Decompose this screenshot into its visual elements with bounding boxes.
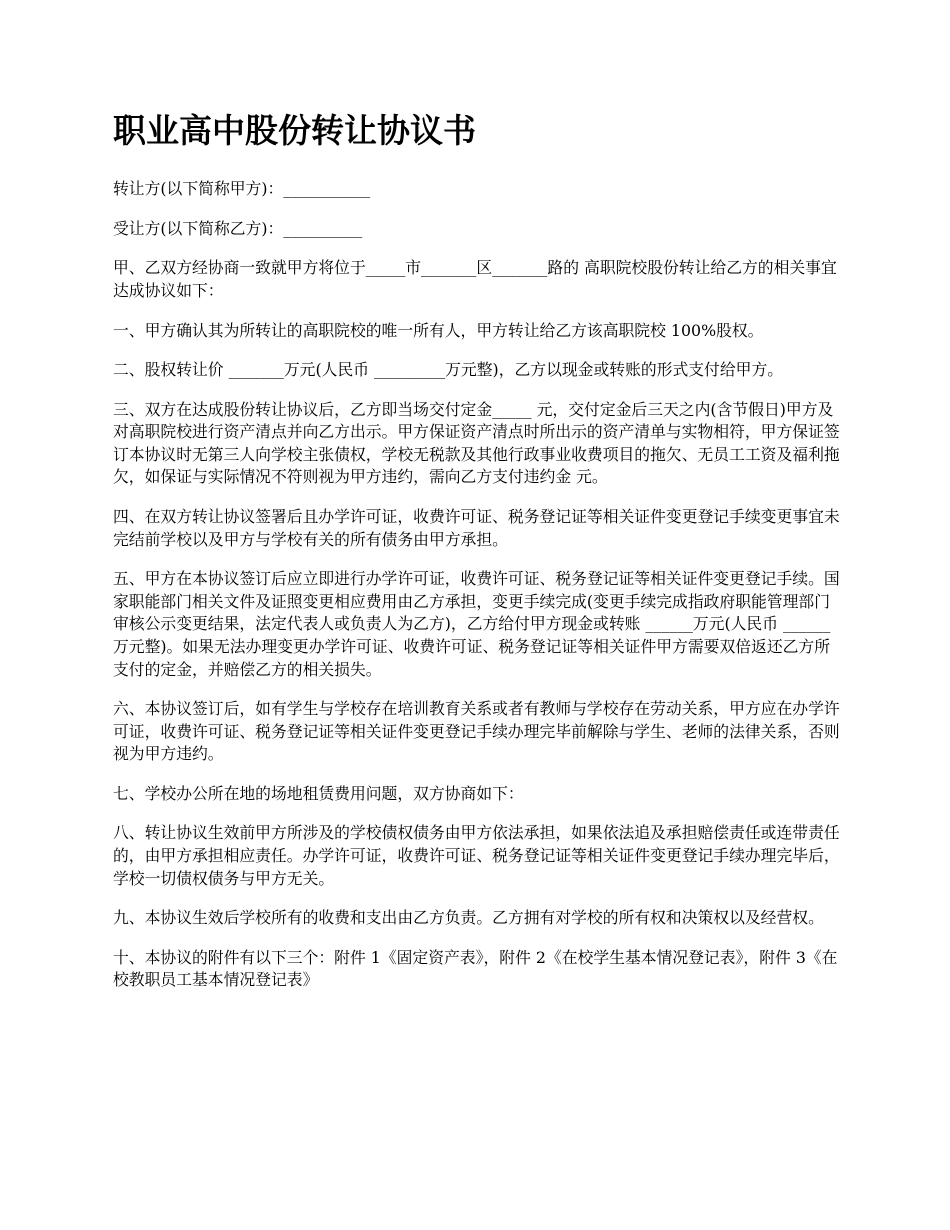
clause-6: 六、本协议签订后，如有学生与学校存在培训教育关系或者有教师与学校存在劳动关系，甲方应在办学许可证，收费许可证、税务登记证等相关证件变更登记手续办理完毕前解除与学生、老师的法律关系，否则视为甲方违约。 xyxy=(113,699,840,764)
clause-9: 九、本协议生效后学校所有的收费和支出由乙方负责。乙方拥有对学校的所有权和决策权以及经营权。 xyxy=(113,908,824,928)
clause-3: 三、双方在达成股份转让协议后，乙方即当场交付定金_____ 元，交付定金后三天之内(含节假日)甲方及对高职院校进行资产清点并向乙方出示。甲方保证资产清点时所出示的资产清单与实物相符，甲方保证签订本协议时无第三人向学校主张债权，学校无税款及其他行政事业收费项目的拖欠、无员工工资及福利拖欠，如保证与实际情况不符则视为甲方违约，需向乙方支付违约金 元。 xyxy=(113,399,840,487)
clause-10: 十、本协议的附件有以下三个：附件 1《固定资产表》，附件 2《在校学生基本情况登记表》，附件 3《在校教职员工基本情况登记表》 xyxy=(113,947,838,990)
clause-4: 四、在双方转让协议签署后且办学许可证，收费许可证、税务登记证等相关证件变更登记手续变更事宜未完结前学校以及甲方与学校有关的所有债务由甲方承担。 xyxy=(113,507,840,549)
party-b-line: 受让方(以下简称乙方)：__________ xyxy=(113,218,363,238)
party-a-line: 转让方(以下简称甲方)：___________ xyxy=(113,179,371,199)
document-page xyxy=(113,110,843,1009)
clause-2: 二、股权转让价 _______万元(人民币 _________万元整)，乙方以现金或转账的形式支付给甲方。 xyxy=(113,360,784,380)
document-title: 职业高中股份转让协议书 xyxy=(113,111,476,150)
clause-8: 八、转让协议生效前甲方所涉及的学校债权债务由甲方依法承担，如果依法追及承担赔偿责任或连带责任的，由甲方承担相应责任。办学许可证，收费许可证、税务登记证等相关证件变更登记手续办理完毕后，学校一切债权债务与甲方无关。 xyxy=(113,823,840,888)
clause-7: 七、学校办公所在地的场地租赁费用问题，双方协商如下： xyxy=(113,783,524,803)
preamble-paragraph: 甲、乙双方经协商一致就甲方将位于_____市_______区_______路的 高职院校股份转让给乙方的相关事宜达成协议如下： xyxy=(113,258,837,300)
clause-5: 五、甲方在本协议签订后应立即进行办学许可证，收费许可证、税务登记证等相关证件变更登记手续。国家职能部门相关文件及证照变更相应费用由乙方承担，变更手续完成(变更手续完成指政府职能管理部门审核公示变更结果，法定代表人或负责人为乙方)，乙方给付甲方现金或转账 ______万元(人民币 ______万元整)。如果无法办理变更办学许可证、收费许可证、税务登记证等相关证件甲方需要双倍返还乙方所支付的定金，并赔偿乙方的相关损失。 xyxy=(113,569,840,679)
clause-1: 一、甲方确认其为所转让的高职院校的唯一所有人，甲方转让给乙方该高职院校 100%股权。 xyxy=(113,320,764,340)
